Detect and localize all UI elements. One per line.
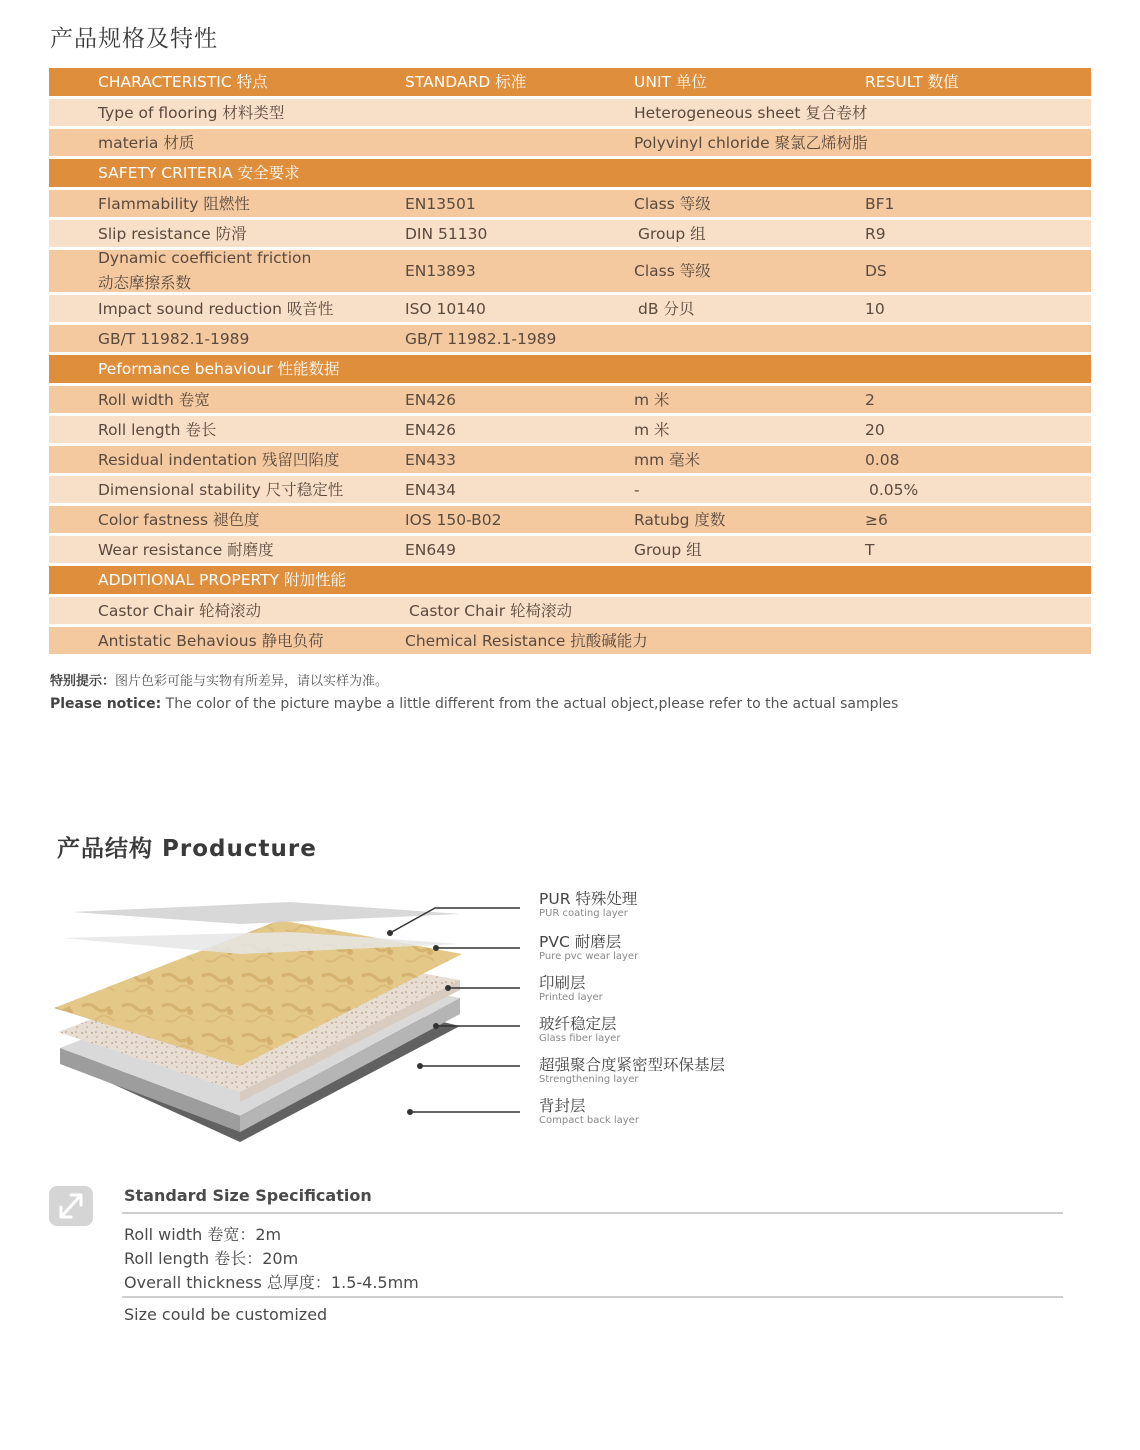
header-standard: STANDARD 标准 <box>405 73 527 91</box>
size-spec-title: Standard Size Specification <box>124 1186 372 1205</box>
structure-section-title: 产品结构 Producture <box>57 836 317 862</box>
table-row <box>49 220 1091 247</box>
cell-characteristic: Roll length 卷长 <box>98 421 217 439</box>
leader-dot-base <box>417 1063 423 1069</box>
performance-section-header <box>49 355 1091 383</box>
cell-standard: GB/T 11982.1-1989 <box>405 330 557 348</box>
layer-label-cn: PVC 耐磨层 <box>539 933 622 951</box>
layer-label-printed <box>539 974 603 1004</box>
cell-unit: m 米 <box>634 391 670 409</box>
safety-section-header <box>49 159 1091 187</box>
cell-characteristic: Antistatic Behavious 静电负荷 <box>98 632 324 650</box>
layer-label-cn: 印刷层 <box>539 974 586 992</box>
cell-standard: ISO 10140 <box>405 300 486 318</box>
resize-arrows-icon <box>49 1186 93 1226</box>
table-row <box>49 295 1091 322</box>
layer-label-en: Printed layer <box>539 992 603 1003</box>
table-row <box>49 190 1091 217</box>
notice-cn-text: 图片色彩可能与实物有所差异，请以实样为准。 <box>115 674 389 689</box>
cell-characteristic: Flammability 阻燃性 <box>98 195 250 213</box>
divider <box>122 1296 1063 1298</box>
layer-label-cn: PUR 特殊处理 <box>539 890 638 908</box>
cell-unit: Group 组 <box>638 225 706 243</box>
notice-en-text: The color of the picture maybe a little different from the actual object,please refer to the actual samples <box>161 696 899 712</box>
cell-unit: - <box>634 481 640 499</box>
performance-title: Peformance behaviour 性能数据 <box>98 360 340 378</box>
leader-dot-glass <box>433 1023 439 1029</box>
table-row <box>49 129 1091 156</box>
table-row <box>49 416 1091 443</box>
cell-unit: Class 等级 <box>634 195 711 213</box>
table-row <box>49 627 1091 654</box>
size-thickness: Overall thickness 总厚度：1.5-4.5mm <box>124 1273 419 1292</box>
cell-standard: Chemical Resistance 抗酸碱能力 <box>405 632 648 650</box>
table-row <box>49 476 1091 503</box>
cell-unit: Polyvinyl chloride 聚氯乙烯树脂 <box>634 134 868 152</box>
cell-characteristic: Impact sound reduction 吸音性 <box>98 300 334 318</box>
header-characteristic: CHARACTERISTIC 特点 <box>98 73 268 91</box>
layer-label-pvc <box>539 933 638 963</box>
cell-result: 2 <box>865 391 875 409</box>
cell-result: DS <box>865 262 887 280</box>
cell-standard: EN426 <box>405 421 456 439</box>
cell-result: 0.05% <box>869 481 919 499</box>
cell-characteristic: Slip resistance 防滑 <box>98 225 247 243</box>
layer-label-pur <box>539 890 637 920</box>
additional-section-header <box>49 566 1091 594</box>
notice-cn-label: 特别提示： <box>50 674 116 689</box>
cell-characteristic: Roll width 卷宽 <box>98 391 210 409</box>
cell-characteristic: Color fastness 褪色度 <box>98 511 260 529</box>
spec-table <box>49 68 1091 657</box>
size-roll-length: Roll length 卷长：20m <box>124 1249 299 1268</box>
layer-label-back <box>539 1097 639 1127</box>
cell-result: BF1 <box>865 195 895 213</box>
table-row <box>49 506 1091 533</box>
cell-characteristic: materia 材质 <box>98 134 195 152</box>
layer-structure-illustration <box>40 880 520 1160</box>
cell-standard: EN649 <box>405 541 456 559</box>
header-result: RESULT 数值 <box>865 73 959 91</box>
leader-dot-pvc <box>433 945 439 951</box>
cell-unit: Heterogeneous sheet 复合卷材 <box>634 104 868 122</box>
cell-unit: Ratubg 度数 <box>634 511 726 529</box>
cell-unit: m 米 <box>634 421 670 439</box>
notice-english <box>50 696 898 712</box>
cell-unit: dB 分贝 <box>638 300 695 318</box>
cell-result: T <box>865 541 875 559</box>
cell-characteristic: Castor Chair 轮椅滚动 <box>98 602 262 620</box>
layer-label-en: Pure pvc wear layer <box>539 951 639 962</box>
size-roll-width: Roll width 卷宽：2m <box>124 1225 282 1244</box>
layer-label-en: Strengthening layer <box>539 1074 639 1085</box>
cell-result: 20 <box>865 421 885 439</box>
cell-standard: EN13893 <box>405 262 476 280</box>
table-row <box>49 597 1091 624</box>
cell-standard: DIN 51130 <box>405 225 488 243</box>
cell-standard: EN426 <box>405 391 456 409</box>
layer-label-cn: 超强聚合度紧密型环保基层 <box>539 1056 726 1074</box>
cell-characteristic-cn: 动态摩擦系数 <box>98 274 192 292</box>
cell-standard: IOS 150-B02 <box>405 511 502 529</box>
cell-standard: EN434 <box>405 481 456 499</box>
size-customize-note: Size could be customized <box>124 1305 328 1324</box>
cell-characteristic: Residual indentation 残留凹陷度 <box>98 451 340 469</box>
safety-title: SAFETY CRITERIA 安全要求 <box>98 164 300 182</box>
cell-standard: EN433 <box>405 451 456 469</box>
cell-characteristic <box>98 246 311 296</box>
table-header-row <box>49 68 1091 96</box>
cell-result: R9 <box>865 225 886 243</box>
table-row <box>49 325 1091 352</box>
cell-unit: Group 组 <box>634 541 702 559</box>
cell-characteristic: GB/T 11982.1-1989 <box>98 330 250 348</box>
leader-dot-pur <box>387 930 393 936</box>
cell-characteristic: Wear resistance 耐磨度 <box>98 541 274 559</box>
leader-dot-printed <box>445 985 451 991</box>
layer-label-en: PUR coating layer <box>539 908 628 919</box>
cell-result: 10 <box>865 300 885 318</box>
cell-result: 0.08 <box>865 451 900 469</box>
layer-label-en: Compact back layer <box>539 1115 639 1126</box>
layer-label-glass-fiber <box>539 1015 620 1045</box>
table-row <box>49 386 1091 413</box>
layer-label-en: Glass fiber layer <box>539 1033 621 1044</box>
additional-title: ADDITIONAL PROPERTY 附加性能 <box>98 571 347 589</box>
cell-characteristic: Dimensional stability 尺寸稳定性 <box>98 481 344 499</box>
table-row <box>49 536 1091 563</box>
notice-chinese <box>50 670 388 689</box>
leader-dot-back <box>407 1109 413 1115</box>
cell-unit: Class 等级 <box>634 262 711 280</box>
notice-en-label: Please notice: <box>50 696 162 712</box>
divider <box>122 1212 1063 1214</box>
cell-standard: EN13501 <box>405 195 476 213</box>
layer-label-cn: 玻纤稳定层 <box>539 1015 617 1033</box>
cell-standard: Castor Chair 轮椅滚动 <box>409 602 573 620</box>
layer-label-strengthening <box>539 1056 725 1086</box>
table-row <box>49 250 1091 292</box>
cell-result: ≥6 <box>865 511 888 529</box>
header-unit: UNIT 单位 <box>634 73 707 91</box>
cell-characteristic: Type of flooring 材料类型 <box>98 104 285 122</box>
table-row <box>49 99 1091 126</box>
layer-label-cn: 背封层 <box>539 1097 586 1115</box>
spec-section-title: 产品规格及特性 <box>50 26 218 52</box>
cell-unit: mm 毫米 <box>634 451 701 469</box>
cell-characteristic-en: Dynamic coefficient friction <box>98 249 312 267</box>
table-row <box>49 446 1091 473</box>
pur-layer-shape <box>72 902 460 924</box>
